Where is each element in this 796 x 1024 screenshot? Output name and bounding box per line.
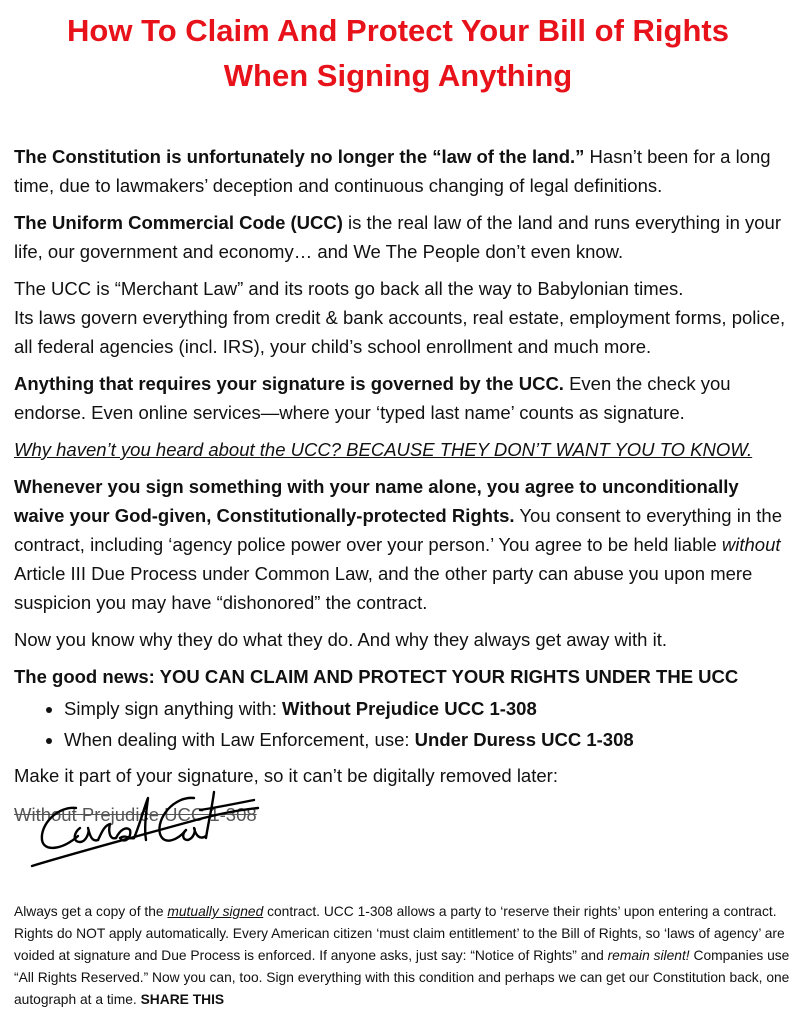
title-line-1: How To Claim And Protect Your Bill of Rights (67, 13, 729, 48)
list-item-emphasis: Under Duress UCC 1-308 (414, 729, 634, 750)
handwritten-signature (18, 788, 298, 868)
page-title (0, 8, 796, 98)
footer-text: contract. UCC 1-308 allows a party to ‘reserve their rights’ upon entering a contract. Rights do NOT apply automatically. Every American citizen ‘must claim entitlement’ to the Bill of Rights, so ‘laws of agency’ are voided at signature and Due Process is enforced. If anyone asks, just say: “Notice of Rights” and (14, 904, 785, 963)
paragraph-text: Hasn’t been for a long time, due to lawmakers’ deception and continuous changing of legal definitions. (14, 146, 771, 196)
paragraph-make-it-part (14, 761, 794, 790)
paragraph-lead: The Constitution is unfortunately no longer the “law of the land.” (14, 146, 585, 167)
paragraph-merchant-law (14, 274, 794, 361)
paragraph-text: Now you know why they do what they do. And why they always get away with it. (14, 629, 667, 650)
paragraph-signature-governed (14, 369, 794, 427)
paragraph-line: Its laws govern everything from credit & bank accounts, real estate, employment forms, police, all federal agencies (incl. IRS), your child’s school enrollment and much more. (14, 307, 786, 357)
paragraph-good-news (14, 662, 794, 691)
paragraph-now-you-know (14, 625, 794, 654)
paragraph-text: You consent to everything in the contract, including ‘agency police power over your person.’ You agree to be held liable (14, 505, 782, 555)
paragraph-lead: Whenever you sign something with your name alone, you agree to unconditionally waive your God-given, Constitutionally-protected Rights. (14, 476, 739, 526)
footer-text: Companies use “All Rights Reserved.” Now you can, too. Sign everything with this condition and perhaps we can get our Constitution back, one autograph at a time. (14, 948, 790, 1007)
list-item-text: When dealing with Law Enforcement, use: (64, 729, 415, 750)
signature-example (14, 800, 794, 862)
paragraph-waive-rights (14, 472, 794, 617)
list-item-text: Simply sign anything with: (64, 698, 282, 719)
title-line-2: When Signing Anything (223, 58, 573, 93)
paragraph-text: Article III Due Process under Common Law, and the other party can abuse you upon mere suspicion you may have “dishonored” the contract. (14, 563, 753, 613)
paragraph-text: Even the check you endorse. Even online services—where your ‘typed last name’ counts as signature. (14, 373, 731, 423)
paragraph-text: Make it part of your signature, so it can’t be digitally removed later: (14, 765, 558, 786)
paragraph-lead: Anything that requires your signature is governed by the UCC. (14, 373, 564, 394)
paragraph-line: The UCC is “Merchant Law” and its roots go back all the way to Babylonian times. (14, 278, 684, 299)
list-item (64, 724, 794, 755)
footer-emphasis: remain silent! (607, 948, 690, 963)
paragraph-constitution (14, 142, 794, 200)
footer-notice (14, 901, 794, 1011)
signature-line-text: Without Prejudice UCC 1-308 (14, 804, 257, 825)
bullet-list (14, 693, 794, 755)
article-body (14, 142, 794, 862)
paragraph-text: Why haven’t you heard about the UCC? BECAUSE THEY DON’T WANT YOU TO KNOW. (14, 439, 753, 460)
share-this-label: SHARE THIS (140, 992, 225, 1007)
footer-text: Always get a copy of the (14, 904, 168, 919)
list-item (64, 693, 794, 724)
list-item-emphasis: Without Prejudice UCC 1-308 (282, 698, 537, 719)
paragraph-why (14, 435, 794, 464)
footer-emphasis: mutually signed (167, 904, 264, 919)
paragraph-text: is the real law of the land and runs everything in your life, our government and economy… and We The People don’t even know. (14, 212, 782, 262)
paragraph-ucc (14, 208, 794, 266)
paragraph-lead: The good news: YOU CAN CLAIM AND PROTECT YOUR RIGHTS UNDER THE UCC (14, 666, 739, 687)
paragraph-emphasis: without (721, 534, 781, 555)
paragraph-lead: The Uniform Commercial Code (UCC) (14, 212, 343, 233)
